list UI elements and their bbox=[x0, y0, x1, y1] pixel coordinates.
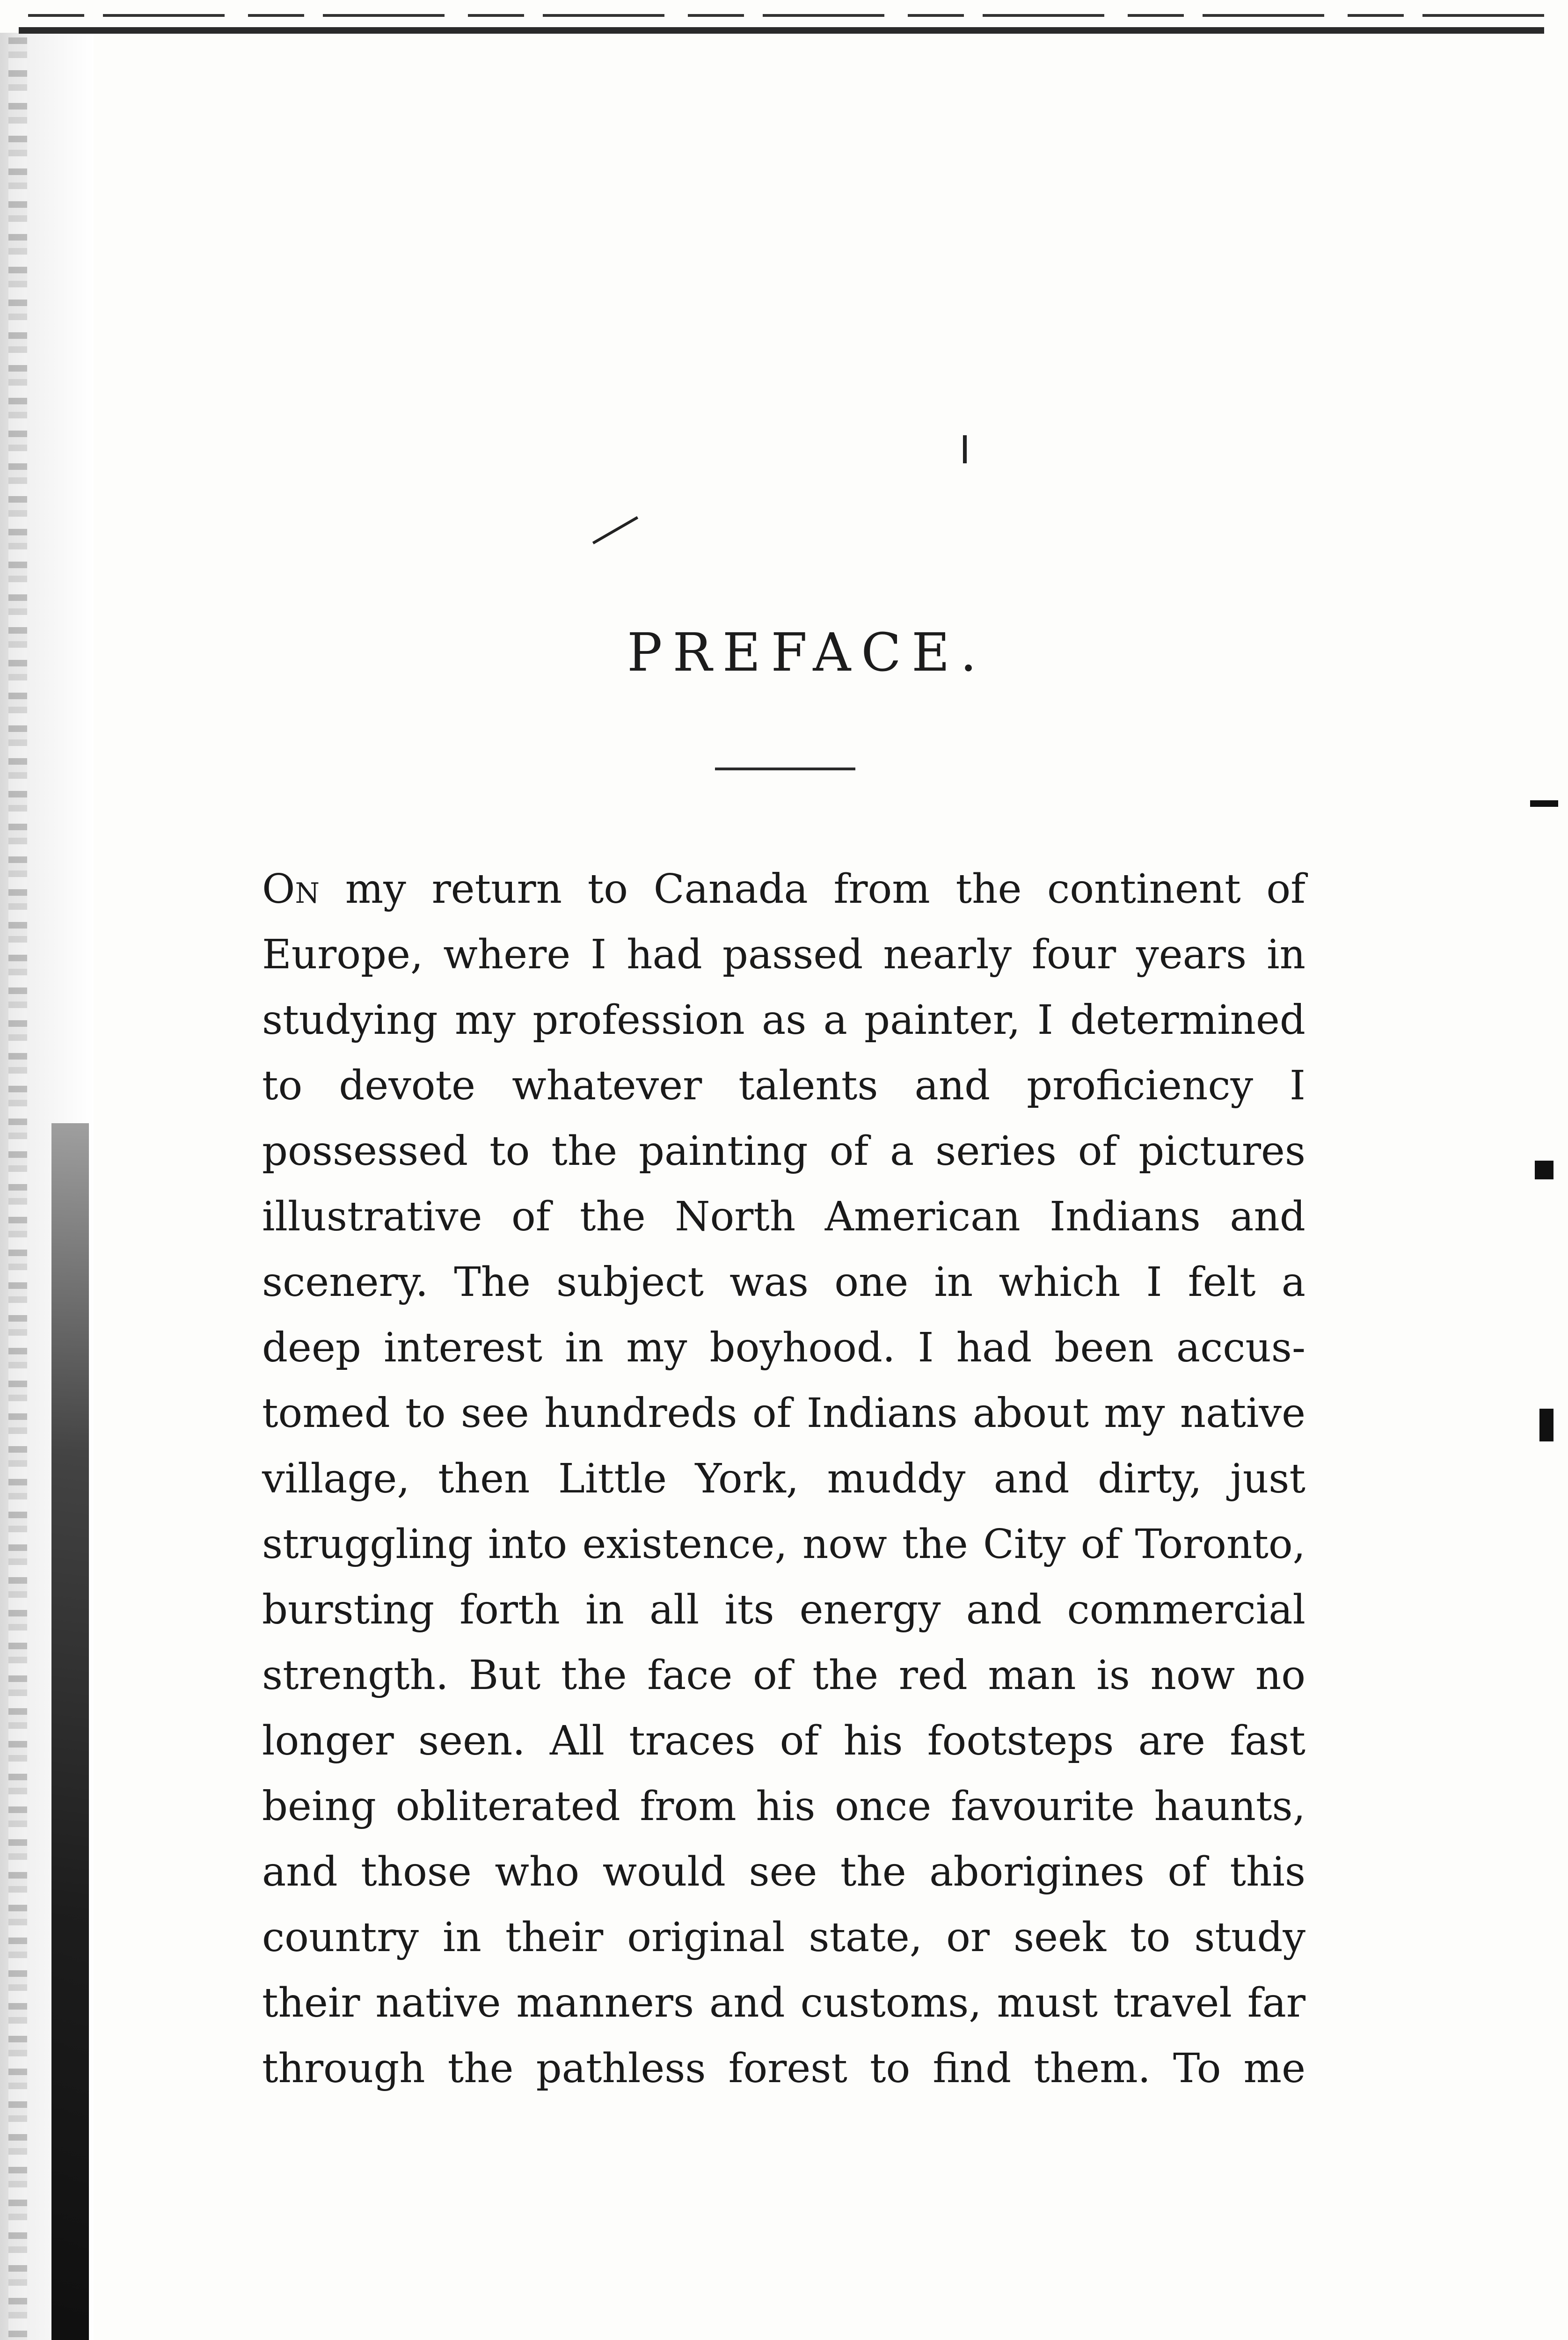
top-border-rule bbox=[19, 27, 1544, 34]
stray-stroke-mark bbox=[592, 516, 638, 544]
text-line: scenery. The subject was one in which I felt a bbox=[262, 1259, 1305, 1306]
text-line: village, then Little York, muddy and dirty, just bbox=[262, 1455, 1305, 1502]
title-divider bbox=[715, 768, 855, 770]
stray-tick-mark bbox=[963, 435, 967, 463]
line-rest: my return to Canada from the continent of bbox=[345, 866, 1305, 913]
text-line: tomed to see hundreds of Indians about my native bbox=[262, 1390, 1305, 1437]
right-edge-mark bbox=[1539, 1409, 1553, 1441]
text-line: Europe, where I had passed nearly four years in bbox=[262, 931, 1305, 978]
text-line: possessed to the painting of a series of pictures bbox=[262, 1128, 1305, 1175]
text-line: and those who would see the aborigines of this bbox=[262, 1849, 1305, 1895]
text-line: longer seen. All traces of his footsteps are fast bbox=[262, 1718, 1305, 1764]
text-line: studying my profession as a painter, I determined bbox=[262, 997, 1305, 1044]
text-line: country in their original state, or seek to study bbox=[262, 1914, 1305, 1961]
page-title: PREFACE. bbox=[627, 622, 987, 683]
drop-word: On bbox=[262, 866, 320, 913]
binding-edge-texture bbox=[8, 37, 27, 2340]
right-edge-mark bbox=[1530, 800, 1558, 807]
text-line: deep interest in my boyhood. I had been accus- bbox=[262, 1324, 1305, 1371]
text-line: bursting forth in all its energy and commercial bbox=[262, 1587, 1305, 1633]
text-line: strength. But the face of the red man is now no bbox=[262, 1652, 1305, 1699]
text-line: struggling into existence, now the City of Toronto, bbox=[262, 1521, 1305, 1568]
binding-dark-edge bbox=[51, 1123, 89, 2340]
text-line: through the pathless forest to find them. To me bbox=[262, 2045, 1305, 2092]
text-line bbox=[262, 856, 1305, 922]
text-line: to devote whatever talents and proficiency I bbox=[262, 1062, 1305, 1109]
text-line: being obliterated from his once favourite haunts, bbox=[262, 1783, 1305, 1830]
right-edge-mark bbox=[1535, 1161, 1553, 1179]
text-line: their native manners and customs, must travel far bbox=[262, 1980, 1305, 2026]
preface-body bbox=[262, 856, 1305, 2101]
text-line: illustrative of the North American Indians and bbox=[262, 1193, 1305, 1240]
top-edge-dashes bbox=[28, 14, 1544, 17]
